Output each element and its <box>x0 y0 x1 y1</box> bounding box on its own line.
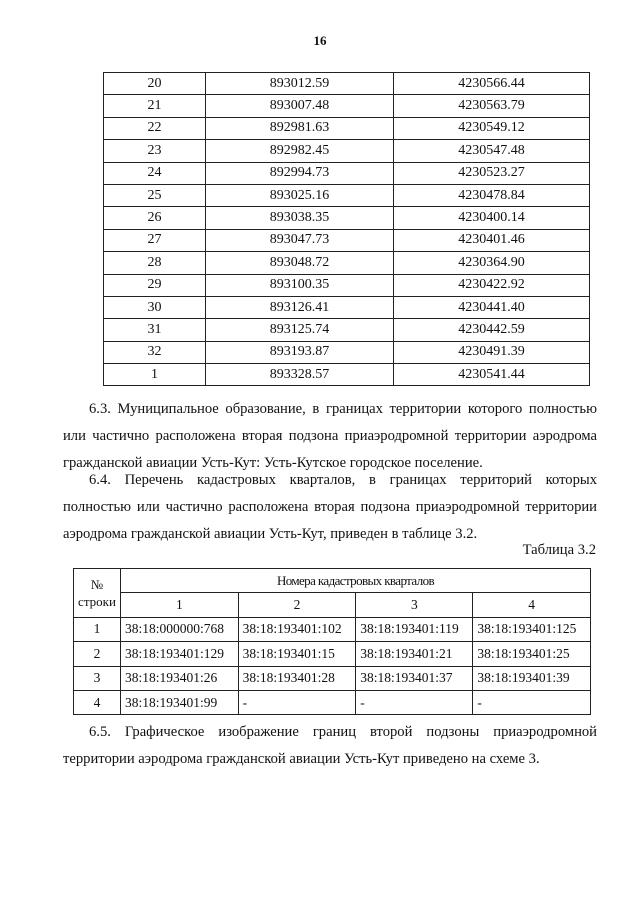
coordinates-row <box>104 252 590 274</box>
x-coordinate-cell: 893126.41 <box>206 296 394 318</box>
point-number-cell: 29 <box>104 274 206 296</box>
point-number-cell: 1 <box>104 364 206 386</box>
coordinates-row <box>104 117 590 139</box>
y-coordinate-cell: 4230541.44 <box>394 364 590 386</box>
paragraph-6-3-text: 6.3. Муниципальное образование, в границах территории которого полностью или частично расположена вторая подзона приаэродромной территории аэродрома гражданской авиации Усть-Кут: Усть-Кутское городское поселение. <box>63 401 597 471</box>
coordinates-row <box>104 95 590 117</box>
point-number-cell: 21 <box>104 95 206 117</box>
x-coordinate-cell: 893125.74 <box>206 319 394 341</box>
y-coordinate-cell: 4230401.46 <box>394 229 590 251</box>
x-coordinate-cell: 893025.16 <box>206 184 394 206</box>
row-number-cell: 3 <box>74 666 121 690</box>
row-number-cell: 2 <box>74 642 121 666</box>
coordinates-row <box>104 73 590 95</box>
coordinates-row <box>104 184 590 206</box>
y-coordinate-cell: 4230364.90 <box>394 252 590 274</box>
cadastral-number-cell: - <box>356 690 473 714</box>
x-coordinate-cell: 892982.45 <box>206 140 394 162</box>
coordinates-row <box>104 140 590 162</box>
y-coordinate-cell: 4230441.40 <box>394 296 590 318</box>
paragraph-6-3 <box>63 396 597 476</box>
x-coordinate-cell: 892994.73 <box>206 162 394 184</box>
cadastral-number-cell: 38:18:193401:25 <box>473 642 591 666</box>
x-coordinate-cell: 893328.57 <box>206 364 394 386</box>
y-coordinate-cell: 4230478.84 <box>394 184 590 206</box>
x-coordinate-cell: 893012.59 <box>206 73 394 95</box>
paragraph-6-5-text: 6.5. Графическое изображение границ второй подзоны приаэродромной территории аэродрома гражданской авиации Усть-Кут приведено на схеме 3. <box>63 724 597 767</box>
x-coordinate-cell: 893100.35 <box>206 274 394 296</box>
header-no-symbol: № <box>90 576 104 592</box>
cadastral-number-cell: 38:18:193401:26 <box>121 666 239 690</box>
y-coordinate-cell: 4230442.59 <box>394 319 590 341</box>
x-coordinate-cell: 893007.48 <box>206 95 394 117</box>
point-number-cell: 28 <box>104 252 206 274</box>
coordinates-row <box>104 229 590 251</box>
cadastral-number-cell: 38:18:193401:21 <box>356 642 473 666</box>
header-row-number <box>74 569 121 618</box>
x-coordinate-cell: 893047.73 <box>206 229 394 251</box>
x-coordinate-cell: 893048.72 <box>206 252 394 274</box>
point-number-cell: 23 <box>104 140 206 162</box>
coordinates-row <box>104 274 590 296</box>
paragraph-6-4-text: 6.4. Перечень кадастровых кварталов, в границах территорий которых полностью или частично расположена вторая подзона приаэродромной территории аэродрома гражданской авиации Усть-Кут, приведен в таблице 3.2. <box>63 472 597 542</box>
header-no-label: строки <box>78 593 116 609</box>
coordinates-row <box>104 319 590 341</box>
quarters-row <box>74 666 591 690</box>
cadastral-number-cell: - <box>473 690 591 714</box>
y-coordinate-cell: 4230563.79 <box>394 95 590 117</box>
cadastral-number-cell: 38:18:193401:15 <box>238 642 356 666</box>
quarters-row <box>74 617 591 641</box>
point-number-cell: 32 <box>104 341 206 363</box>
y-coordinate-cell: 4230547.48 <box>394 140 590 162</box>
point-number-cell: 25 <box>104 184 206 206</box>
coordinates-row <box>104 364 590 386</box>
paragraph-6-4 <box>63 467 597 547</box>
row-number-cell: 4 <box>74 690 121 714</box>
cadastral-number-cell: 38:18:193401:28 <box>238 666 356 690</box>
point-number-cell: 31 <box>104 319 206 341</box>
y-coordinate-cell: 4230566.44 <box>394 73 590 95</box>
coordinates-row <box>104 162 590 184</box>
coordinates-table <box>103 72 590 386</box>
point-number-cell: 22 <box>104 117 206 139</box>
x-coordinate-cell: 892981.63 <box>206 117 394 139</box>
cadastral-number-cell: - <box>238 690 356 714</box>
column-number-header: 1 <box>121 593 239 617</box>
row-number-cell: 1 <box>74 617 121 641</box>
coordinates-row <box>104 207 590 229</box>
column-number-header: 3 <box>356 593 473 617</box>
cadastral-number-cell: 38:18:000000:768 <box>121 617 239 641</box>
x-coordinate-cell: 893193.87 <box>206 341 394 363</box>
point-number-cell: 20 <box>104 73 206 95</box>
paragraph-6-5 <box>63 719 597 773</box>
cadastral-number-cell: 38:18:193401:102 <box>238 617 356 641</box>
y-coordinate-cell: 4230549.12 <box>394 117 590 139</box>
cadastral-number-cell: 38:18:193401:39 <box>473 666 591 690</box>
cadastral-number-cell: 38:18:193401:37 <box>356 666 473 690</box>
cadastral-number-cell: 38:18:193401:99 <box>121 690 239 714</box>
point-number-cell: 26 <box>104 207 206 229</box>
coordinates-row <box>104 296 590 318</box>
point-number-cell: 27 <box>104 229 206 251</box>
cadastral-number-cell: 38:18:193401:119 <box>356 617 473 641</box>
column-number-header: 2 <box>238 593 356 617</box>
cadastral-number-cell: 38:18:193401:129 <box>121 642 239 666</box>
y-coordinate-cell: 4230400.14 <box>394 207 590 229</box>
cadastral-number-cell: 38:18:193401:125 <box>473 617 591 641</box>
point-number-cell: 30 <box>104 296 206 318</box>
x-coordinate-cell: 893038.35 <box>206 207 394 229</box>
point-number-cell: 24 <box>104 162 206 184</box>
y-coordinate-cell: 4230491.39 <box>394 341 590 363</box>
header-cadastral-numbers: Номера кадастровых кварталов <box>121 569 591 593</box>
quarters-row <box>74 690 591 714</box>
cadastral-quarters-table <box>73 568 591 715</box>
y-coordinate-cell: 4230523.27 <box>394 162 590 184</box>
y-coordinate-cell: 4230422.92 <box>394 274 590 296</box>
page-number: 16 <box>313 33 327 48</box>
coordinates-row <box>104 341 590 363</box>
quarters-row <box>74 642 591 666</box>
table-caption: Таблица 3.2 <box>522 542 596 558</box>
column-number-header: 4 <box>473 593 591 617</box>
